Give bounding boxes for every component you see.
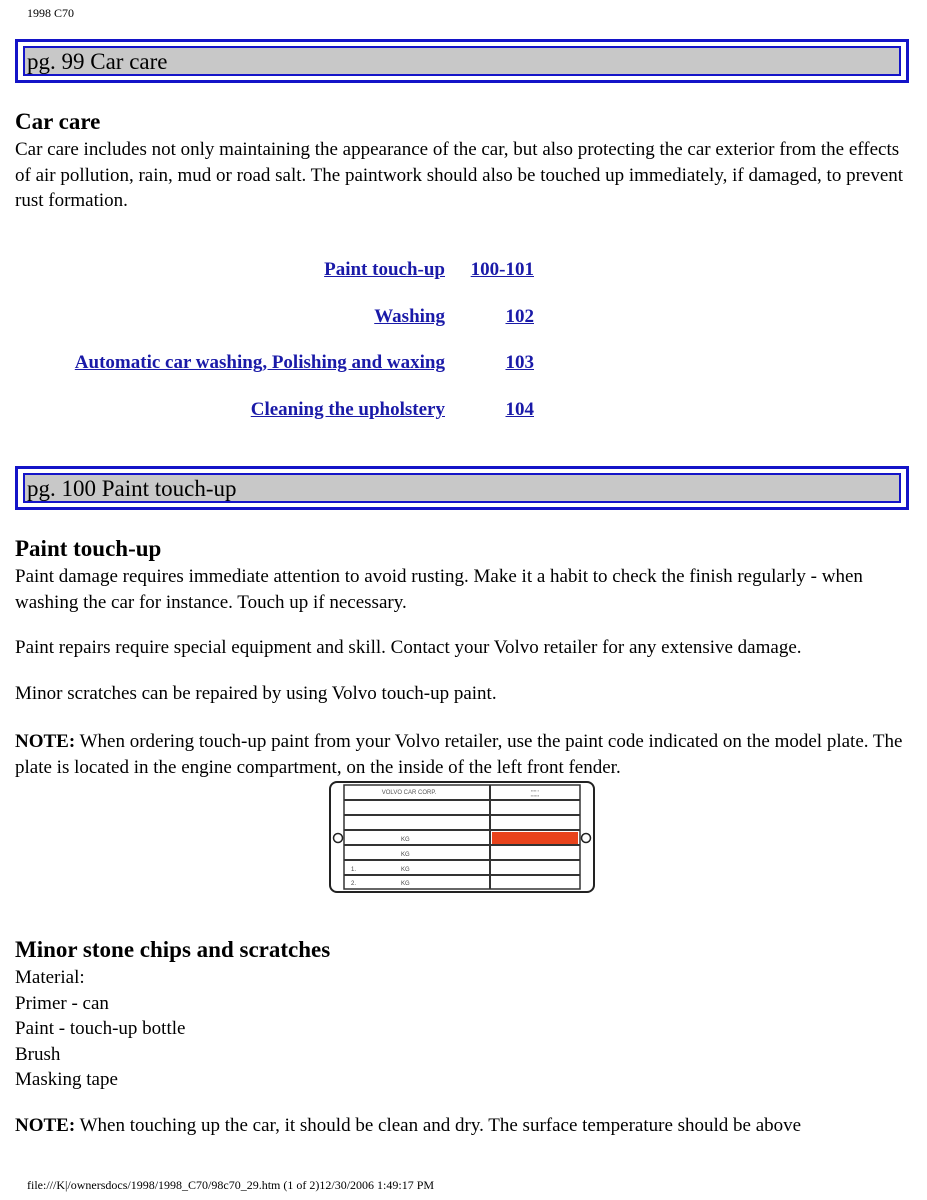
toc-link-cleaning-upholstery[interactable]: Cleaning the upholstery [250,399,445,420]
toc-link-paint-touch-up[interactable]: Paint touch-up [324,259,445,280]
section-bar-paint-touch-up [15,466,909,510]
toc-page-paint-touch-up[interactable]: 100-101 [470,259,534,280]
paint-touch-up-paragraph-2: Paint repairs require special equipment and skill. Contact your Volvo retailer for any extensive damage. [15,637,802,658]
section-bar-label: pg. 100 Paint touch-up [23,473,901,503]
material-list-item: Material: [15,967,85,988]
plate-small-text: ▪▪▪▪▪▪ [530,793,540,798]
car-care-heading: Car care [15,109,101,134]
material-list-item: Paint - touch-up bottle [15,1018,186,1039]
plate-kg-label: KG [401,837,410,843]
plate-rivet-left [334,834,343,843]
note-text: When touching up the car, it should be clean and dry. The surface temperature should be above [75,1115,802,1136]
footer-file-path: file:///K|/ownersdocs/1998/1998_C70/98c70_29.htm (1 of 2)12/30/2006 1:49:17 PM [27,1178,435,1192]
car-care-paragraph: Car care includes not only maintaining the appearance of the car, but also protecting the car exterior from the effects of air pollution, rain, mud or road salt. The paintwork should also be touched up immediately, if damaged, to prevent rust formation. [15,139,904,211]
paint-touch-up-heading: Paint touch-up [15,536,162,561]
toc-link-washing[interactable]: Washing [374,306,445,327]
plate-kg-label: KG [401,852,410,858]
plate-row-number: 2. [351,881,357,887]
plate-title: VOLVO CAR CORP. [381,790,437,796]
toc-page-washing[interactable]: 102 [505,306,534,327]
material-list-item: Masking tape [15,1069,118,1090]
section-bar-label: pg. 99 Car care [23,46,901,76]
toc-page-cleaning-upholstery[interactable]: 104 [505,399,534,420]
paint-touch-up-paragraph-3: Minor scratches can be repaired by using Volvo touch-up paint. [15,683,497,704]
model-plate-illustration [329,781,595,893]
stone-chips-heading: Minor stone chips and scratches [15,937,331,962]
section-bar-car-care [15,39,909,83]
paint-touch-up-paragraph-1: Paint damage requires immediate attention to avoid rusting. Make it a habit to check the finish regularly - when washing the car for instance. Touch up if necessary. [15,566,863,613]
plate-kg-label: KG [401,881,410,887]
toc-page-automatic-washing[interactable]: 103 [505,352,534,373]
plate-small-text: ▪▪▪▪ ▪ [530,788,540,793]
paint-code-highlight [492,832,578,844]
plate-kg-label: KG [401,867,410,873]
stone-chips-note [15,1113,910,1139]
document-title: 1998 C70 [27,6,75,20]
material-list-item: Primer - can [15,992,109,1014]
paint-touch-up-note [15,729,910,780]
plate-row-number: 1. [351,867,357,873]
note-label: NOTE: [15,731,76,752]
note-label: NOTE: [15,1115,76,1136]
toc-link-automatic-washing[interactable]: Automatic car washing, Polishing and waxing [74,352,445,373]
material-list-item: Brush [15,1043,61,1065]
note-text: When ordering touch-up paint from your Volvo retailer, use the paint code indicated on the model plate. The plate is located in the engine compartment, on the inside of the left front fender. [15,731,903,778]
plate-rivet-right [582,834,591,843]
